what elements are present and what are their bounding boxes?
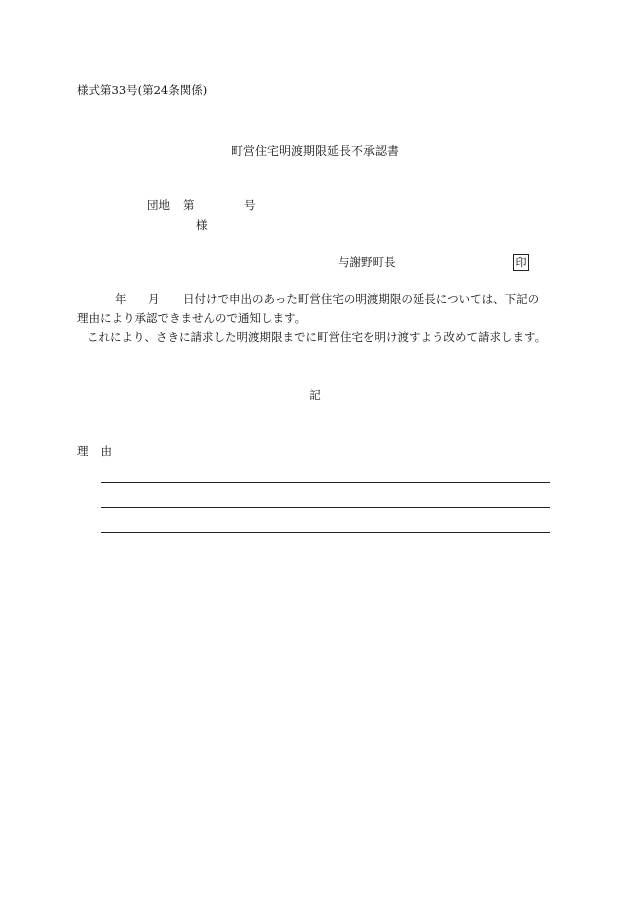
body-text-line3: これにより、さきに請求した明渡期限までに町営住宅を明け渡すよう改めて請求します。 [87,330,547,344]
body-text-line2: 理由により承認できませんので通知します。 [77,311,307,325]
seal-mark: 印 [513,254,529,271]
recipient-gou-label: 号 [244,198,256,212]
recipient-danchi-label: 団地 [147,198,170,212]
reason-line-2 [101,507,550,508]
reason-line-3 [101,532,550,533]
reason-line-1 [101,482,550,483]
date-year-label: 年 [115,292,127,306]
ki-heading: 記 [309,388,321,402]
issuer-name: 与謝野町長 [338,255,396,269]
recipient-dai-label: 第 [183,198,195,212]
reason-label: 理由 [77,444,124,458]
document-title: 町営住宅明渡期限延長不承認書 [230,144,399,158]
form-number: 様式第33号(第24条関係) [77,83,208,97]
recipient-honorific: 様 [196,218,208,232]
body-text-line1: 日付けで申出のあった町営住宅の明渡期限の延長については、下記の [183,292,540,306]
date-month-label: 月 [148,292,160,306]
